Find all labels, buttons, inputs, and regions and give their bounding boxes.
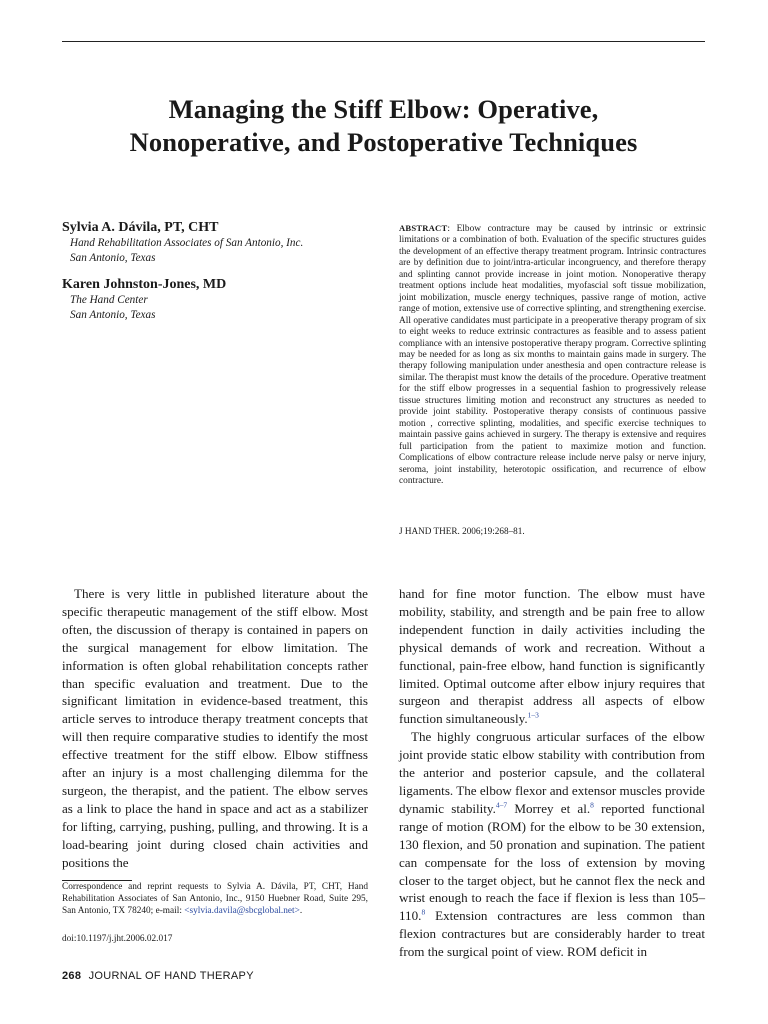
- body-paragraph: There is very little in published literature about the specific therapeutic management of the stiff elbow. Most often, the discussion of therapy is contained in papers on the surgical management for elbow limitation. The information is often global rehabilitation concepts rather than specific evaluation and treatment. Due to the significant limitation in evidence-based treatment, this article serves to introduce therapy treatment concepts that will then require comparative studies to identify the most effective treatment for the stiff elbow. Elbow stiffness after an injury is a most challenging dilemma for the surgeon, the therapist, and the patient. The elbow serves as a link to place the hand in space and act as a stabilizer for lifting, carrying, pushing, pulling, and throwing. It is a load-bearing joint during closed chain activities and positions the: [62, 586, 368, 870]
- correspondence-footnote: [62, 882, 368, 917]
- body-paragraph: [399, 585, 705, 728]
- paragraph-text: Extension contractures are less common than flexion contractures but are considerably harder to treat from the surgical point of view. ROM deficit in: [399, 908, 705, 960]
- footnote-rule: [62, 880, 132, 881]
- abstract-citation: J HAND THER. 2006;19:268–81.: [399, 526, 525, 536]
- doi: doi:10.1197/j.jht.2006.02.017: [62, 934, 173, 944]
- page-number: 268: [62, 970, 82, 982]
- top-rule: [62, 41, 705, 42]
- paragraph-text: reported functional range of motion (ROM) for the elbow to be 30 extension, 130 flexion, and 50 pronation and supination. The patient can compensate for the loss of extension by moving closer to the target object, but he cannot flex the neck and wrist enough to reach the face if flexion is less than 105–110.: [399, 800, 705, 924]
- author-2: [62, 276, 362, 323]
- author-name: Sylvia A. Dávila, PT, CHT: [62, 220, 219, 235]
- journal-name: JOURNAL OF HAND THERAPY: [88, 970, 254, 982]
- footnote-text: Correspondence and reprint requests to Sylvia A. Dávila, PT, CHT, Hand Rehabilitation Associates of San Antonio, Inc., 9150 Huebner Road, Suite 295, San Antonio, TX 78240; e-mail:: [62, 882, 368, 916]
- article-title: [62, 93, 705, 159]
- author-location: San Antonio, Texas: [70, 309, 156, 321]
- email-link[interactable]: <sylvia.davila@sbcglobal.net>: [184, 905, 300, 916]
- body-column-left: [62, 585, 368, 872]
- author-1: [62, 219, 362, 266]
- author-affiliation: Hand Rehabilitation Associates of San Antonio, Inc.: [70, 237, 304, 249]
- abstract-text: : Elbow contracture may be caused by intrinsic or extrinsic limitations or a combination of both. Evaluation of the specific structures guides the development of an effective therapy treatment program. Intrinsic contractures are by definition due to joint/intra-articular incongruency, and therefore therapy and splinting cannot provide increase in joint motion. Nonoperative therapy treatment options include heat modalities, myofascial soft tissue mobilization, joint mobilization, muscle energy techniques, passive range of motion, active range of motion, extensive use of corrective splinting, and strengthening exercise. All operative candidates must participate in a preoperative therapy program of six to eight weeks to reduce extrinsic contractures as feasible and to assess patient compliance with an intensive postoperative therapy program. Corrective splinting may be needed for as long as six months to maintain gains made in surgery. The therapy following manipulation under anesthesia and open contracture release is similar. The therapist must know the details of the procedure. Operative treatment for the stiff elbow progresses in a sequential fashion to progressively release tissue structures limiting motion and reconstruct any structures as needed to provide joint stability. Postoperative therapy consists of continuous passive motion , corrective splinting, modalities, and specific exercise techniques to maintain passive gains achieved in surgery. The therapy is extensive and requires full participation from the patient to maximize motion and function. Complications of elbow contracture release include nerve palsy or nerve injury, seroma, joint instability, heterotopic ossification, and recurrence of elbow contracture.: [399, 224, 706, 486]
- title-line-1: Managing the Stiff Elbow: Operative,: [168, 94, 599, 124]
- paragraph-text: Morrey et al.: [507, 800, 591, 816]
- reference-link[interactable]: 1–3: [527, 710, 539, 720]
- reference-link[interactable]: 4–7: [495, 800, 508, 810]
- paragraph-text: hand for fine motor function. The elbow must have mobility, stability, and strength and be pain free to allow independent function in daily activities including the physical demands of work and recreation. Without a functional, pain-free elbow, hand function is significantly limited. Optimal outcome after elbow injury requires that surgeon and therapist address all aspects of elbow function simultaneously.: [399, 586, 705, 727]
- running-footer: [62, 970, 254, 982]
- author-location: San Antonio, Texas: [70, 252, 156, 264]
- abstract-label: ABSTRACT: [399, 223, 448, 233]
- reference-link[interactable]: 8: [421, 907, 426, 917]
- reference-link[interactable]: 8: [590, 800, 594, 810]
- abstract: [399, 223, 706, 487]
- body-column-right: [399, 585, 705, 961]
- body-paragraph: [399, 728, 705, 961]
- author-affiliation: The Hand Center: [70, 294, 148, 306]
- author-name: Karen Johnston-Jones, MD: [62, 277, 227, 292]
- title-line-2: Nonoperative, and Postoperative Techniques: [129, 127, 638, 157]
- footnote-end: .: [299, 905, 303, 916]
- paragraph-text: The highly congruous articular surfaces of the elbow joint provide static elbow stability with contribution from the anterior and posterior capsule, and the collateral ligaments. The elbow flexor and extensor muscles provide dynamic stability.: [399, 729, 705, 816]
